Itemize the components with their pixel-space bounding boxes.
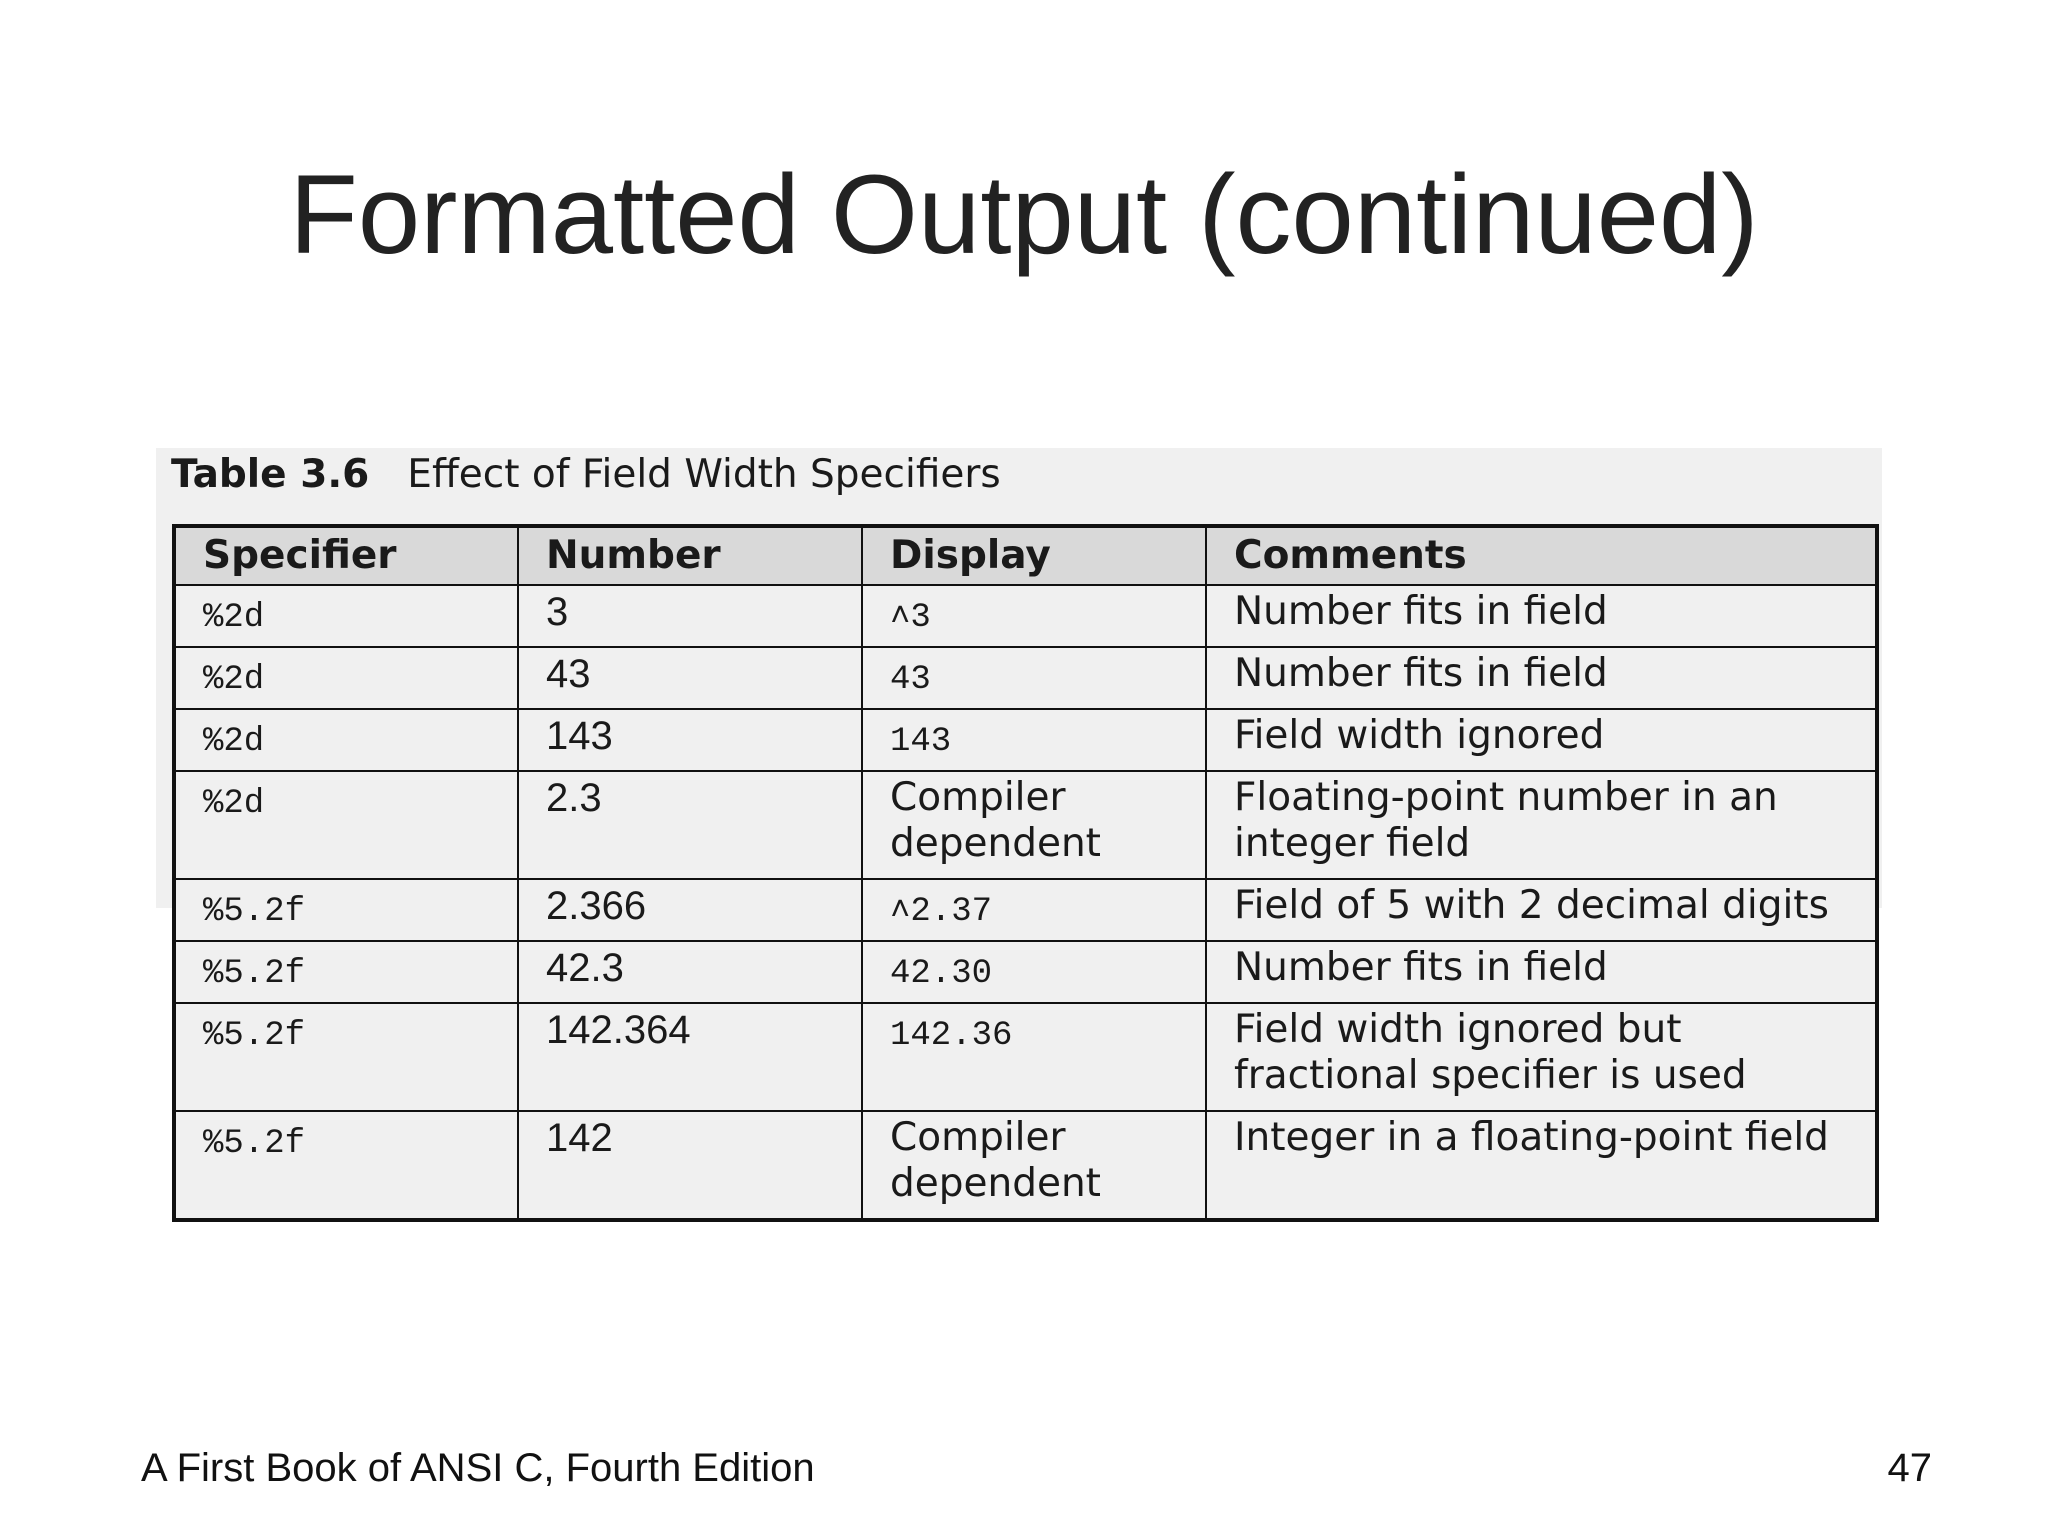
table-caption xyxy=(171,448,1001,502)
header-specifier: Specifier xyxy=(174,526,518,585)
table-row xyxy=(174,709,1877,771)
cell-display: ˄2.37 xyxy=(862,879,1206,941)
cell-number: 43 xyxy=(518,647,862,709)
header-comments: Comments xyxy=(1206,526,1877,585)
footer-page-number: 47 xyxy=(1887,1446,1932,1490)
cell-specifier: %5.2f xyxy=(174,1003,518,1111)
cell-number: 142.364 xyxy=(518,1003,862,1111)
header-display: Display xyxy=(862,526,1206,585)
table-row xyxy=(174,647,1877,709)
cell-specifier: %2d xyxy=(174,647,518,709)
field-width-specifiers-table xyxy=(172,524,1879,1222)
cell-comment: Integer in a floating-point field xyxy=(1206,1111,1877,1220)
cell-number: 3 xyxy=(518,585,862,647)
cell-comment: Number fits in field xyxy=(1206,941,1877,1003)
table-caption-number: Table 3.6 xyxy=(171,452,370,497)
cell-display: 42.30 xyxy=(862,941,1206,1003)
header-number: Number xyxy=(518,526,862,585)
cell-specifier: %2d xyxy=(174,585,518,647)
cell-display: ˄3 xyxy=(862,585,1206,647)
table-row xyxy=(174,1111,1877,1220)
table-row xyxy=(174,879,1877,941)
table-row xyxy=(174,771,1877,879)
cell-comment: Field width ignored but fractional specifier is used xyxy=(1206,1003,1877,1111)
cell-specifier: %5.2f xyxy=(174,879,518,941)
cell-display: 43 xyxy=(862,647,1206,709)
cell-specifier: %2d xyxy=(174,709,518,771)
table-row xyxy=(174,941,1877,1003)
cell-comment: Field width ignored xyxy=(1206,709,1877,771)
cell-display: 143 xyxy=(862,709,1206,771)
table-row xyxy=(174,1003,1877,1111)
cell-number: 42.3 xyxy=(518,941,862,1003)
cell-display: Compiler dependent xyxy=(862,1111,1206,1220)
cell-number: 2.3 xyxy=(518,771,862,879)
cell-display: 142.36 xyxy=(862,1003,1206,1111)
table-caption-title: Effect of Field Width Specifiers xyxy=(407,452,1001,497)
cell-number: 143 xyxy=(518,709,862,771)
cell-comment: Field of 5 with 2 decimal digits xyxy=(1206,879,1877,941)
table-row xyxy=(174,585,1877,647)
cell-comment: Number fits in field xyxy=(1206,585,1877,647)
cell-comment: Number fits in field xyxy=(1206,647,1877,709)
footer-book-title: A First Book of ANSI C, Fourth Edition xyxy=(141,1446,815,1490)
cell-display: Compiler dependent xyxy=(862,771,1206,879)
cell-specifier: %5.2f xyxy=(174,941,518,1003)
cell-comment: Floating-point number in an integer field xyxy=(1206,771,1877,879)
cell-specifier: %2d xyxy=(174,771,518,879)
cell-number: 2.366 xyxy=(518,879,862,941)
cell-number: 142 xyxy=(518,1111,862,1220)
cell-specifier: %5.2f xyxy=(174,1111,518,1220)
slide-title: Formatted Output (continued) xyxy=(289,152,1759,277)
table-header-row xyxy=(174,526,1877,585)
